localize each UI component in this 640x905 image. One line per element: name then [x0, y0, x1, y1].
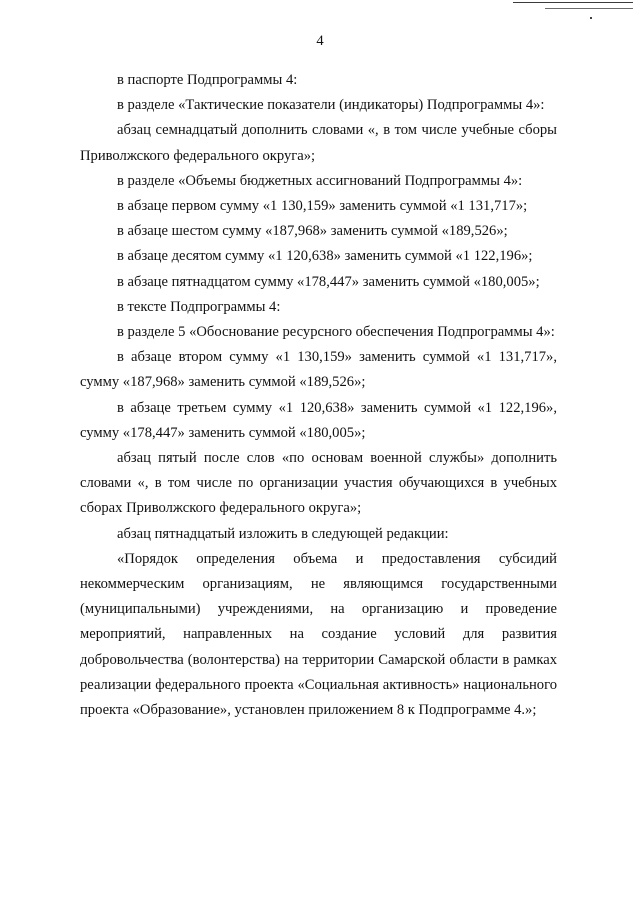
scan-artifact-dot — [590, 17, 592, 19]
paragraph: в разделе «Объемы бюджетных ассигнований Подпрограммы 4»: — [117, 172, 523, 189]
scan-artifact-line — [545, 8, 633, 9]
paragraph: абзац пятый после слов «по основам военной службы» дополнить словами «, в том числе по организации участия обучающихся в учебных сборах Приволжского федерального округа»; — [80, 450, 557, 517]
paragraph: в абзаце втором сумму «1 130,159» заменить суммой «1 131,717», сумму «187,968» заменить суммой «189,526»; — [80, 349, 557, 391]
paragraph: в абзаце третьем сумму «1 120,638» заменить суммой «1 122,196», сумму «178,447» заменить суммой «180,005»; — [80, 399, 557, 441]
paragraph: в разделе 5 «Обоснование ресурсного обеспечения Подпрограммы 4»: — [117, 324, 555, 341]
paragraph: абзац пятнадцатый изложить в следующей редакции: — [117, 525, 449, 542]
scan-artifact-line — [513, 2, 633, 3]
paragraph: в абзаце шестом сумму «187,968» заменить суммой «189,526»; — [117, 223, 508, 240]
paragraph: в разделе «Тактические показатели (индикаторы) Подпрограммы 4»: — [117, 97, 545, 114]
page-number: 4 — [316, 33, 324, 49]
paragraph: «Порядок определения объема и предоставления субсидий некоммерческим организациям, не являющимся государственными (муниципальными) учреждениями, на организацию и проведение мероприятий, направленных на создание условий для развития добровольчества (волонтерства) на территории Самарской области в рамках реализации федерального проекта «Социальная активность» национального проекта «Образование», установлен приложением 8 к Подпрограмме 4.»; — [80, 550, 557, 719]
document-body — [80, 68, 557, 723]
paragraph: абзац семнадцатый дополнить словами «, в том числе учебные сборы Приволжского федерального округа»; — [80, 122, 557, 164]
paragraph: в абзаце первом сумму «1 130,159» заменить суммой «1 131,717»; — [117, 198, 528, 215]
paragraph: в тексте Подпрограммы 4: — [117, 298, 281, 315]
paragraph: в паспорте Подпрограммы 4: — [117, 72, 298, 88]
paragraph: в абзаце десятом сумму «1 120,638» заменить суммой «1 122,196»; — [117, 248, 533, 265]
paragraph: в абзаце пятнадцатом сумму «178,447» заменить суммой «180,005»; — [117, 273, 540, 290]
